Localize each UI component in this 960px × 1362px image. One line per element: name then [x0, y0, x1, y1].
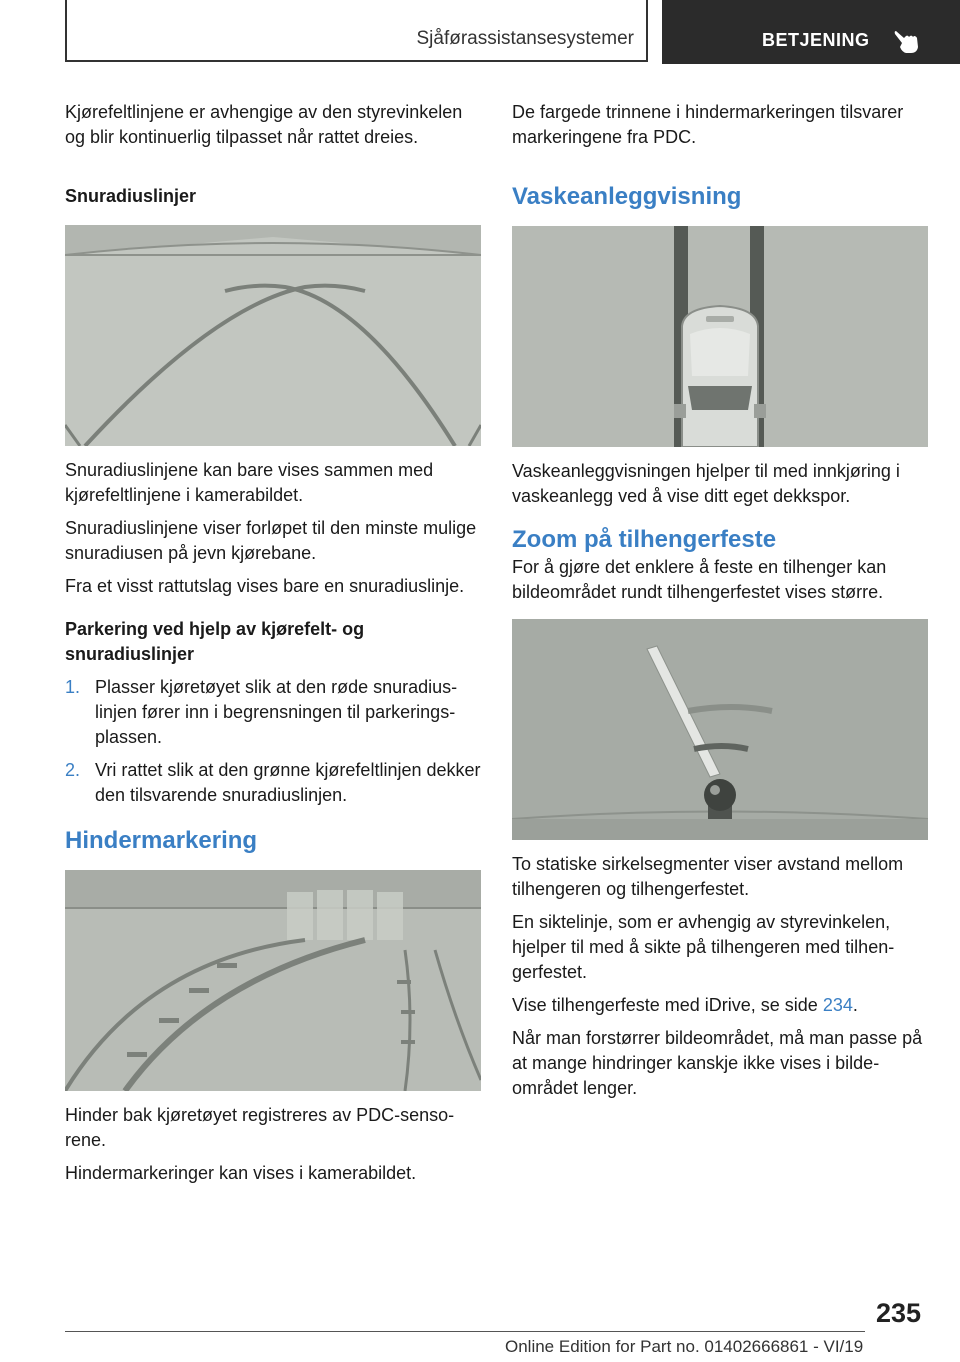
car-wash-illustration	[512, 226, 928, 447]
right-column	[512, 100, 928, 1109]
step-number: 1.	[65, 677, 81, 697]
paragraph: De fargede trinnene i hindermarkeringen tilsvarer markeringene fra PDC.	[512, 102, 904, 147]
paragraph: Kjørefeltlinjene er avhengige av den styrevinkelen og blir kontinuerlig tilpasset når rattet dreies.	[65, 102, 463, 147]
page-234-link[interactable]: 234	[822, 995, 853, 1015]
heading-trailer-hitch-zoom: Zoom på tilhengerfeste	[512, 526, 777, 553]
header-section-title: Sjåførassistansesystemer	[416, 28, 634, 49]
paragraph: Vaskeanleggvisningen hjelper til med innkjøring i vaskeanlegg ved å vise ditt eget dekkspor.	[512, 461, 900, 506]
paragraph: En siktelinje, som er avhengig av styrevinkelen, hjelper til med å sikte på tilhengeren med tilhengerfestet.	[512, 912, 895, 982]
paragraph: Fra et visst rattutslag vises bare en snuradiuslinje.	[65, 576, 465, 596]
list-item	[65, 758, 481, 808]
step-text: Plasser kjøretøyet slik at den røde snuradiuslinjen fører inn i begrensningen til parkeringsplassen.	[95, 677, 458, 747]
footer-divider	[65, 1331, 865, 1332]
figure-obstacle-marking	[65, 870, 481, 1091]
turning-radius-illustration	[65, 225, 481, 446]
pointing-hand-icon	[892, 25, 922, 55]
trailer-hitch-illustration	[512, 619, 928, 840]
reference-end: .	[852, 995, 858, 1015]
list-item	[65, 675, 481, 750]
paragraph-page-reference	[512, 993, 928, 1018]
figure-car-wash-view	[512, 226, 928, 447]
paragraph: Snuradiuslinjene viser forløpet til den minste mulige snuradiusen på jevn kjørebane.	[65, 518, 477, 563]
paragraph: To statiske sirkelsegmenter viser avstand mellom tilhengeren og tilhengerfestet.	[512, 854, 904, 899]
reference-text: Vise tilhengerfeste med iDrive, se side	[512, 995, 823, 1015]
figure-trailer-hitch-zoom	[512, 619, 928, 840]
footer-edition: Online Edition for Part no. 01402666861 - VI/19	[505, 1337, 864, 1356]
parking-steps-list	[65, 675, 481, 808]
header-chapter-box	[662, 0, 960, 64]
paragraph: Snuradiuslinjene kan bare vises sammen med kjørefeltlinjene i kamerabildet.	[65, 460, 434, 505]
header-chapter-title: BETJENING	[762, 30, 870, 50]
figure-turning-radius-lines	[65, 225, 481, 446]
paragraph: For å gjøre det enklere å feste en tilhenger kan bildeområdet rundt tilhengerfestet vises større.	[512, 557, 887, 602]
paragraph: Hindermarkeringer kan vises i kamerabildet.	[65, 1163, 417, 1183]
heading-parking: Parkering ved hjelp av kjørefelt- og snuradiuslinjer	[65, 619, 365, 664]
step-number: 2.	[65, 760, 81, 780]
page-number: 235	[876, 1298, 922, 1328]
heading-car-wash-view: Vaskeanleggvisning	[512, 183, 742, 210]
paragraph: Hinder bak kjøretøyet registreres av PDC-sensorene.	[65, 1105, 455, 1150]
heading-turning-radius: Snuradiuslinjer	[65, 186, 197, 206]
left-column	[65, 100, 481, 1194]
obstacle-marking-illustration	[65, 870, 481, 1091]
paragraph: Når man forstørrer bildeområdet, må man passe på at mange hindringer kanskje ikke vises i bildeområdet lenger.	[512, 1028, 923, 1098]
step-text: Vri rattet slik at den grønne kjørefeltlinjen dekker den tilsvarende snuradiuslinjen.	[95, 760, 481, 805]
heading-obstacle-marking: Hindermarkering	[65, 827, 258, 854]
header-section-box	[65, 0, 648, 62]
